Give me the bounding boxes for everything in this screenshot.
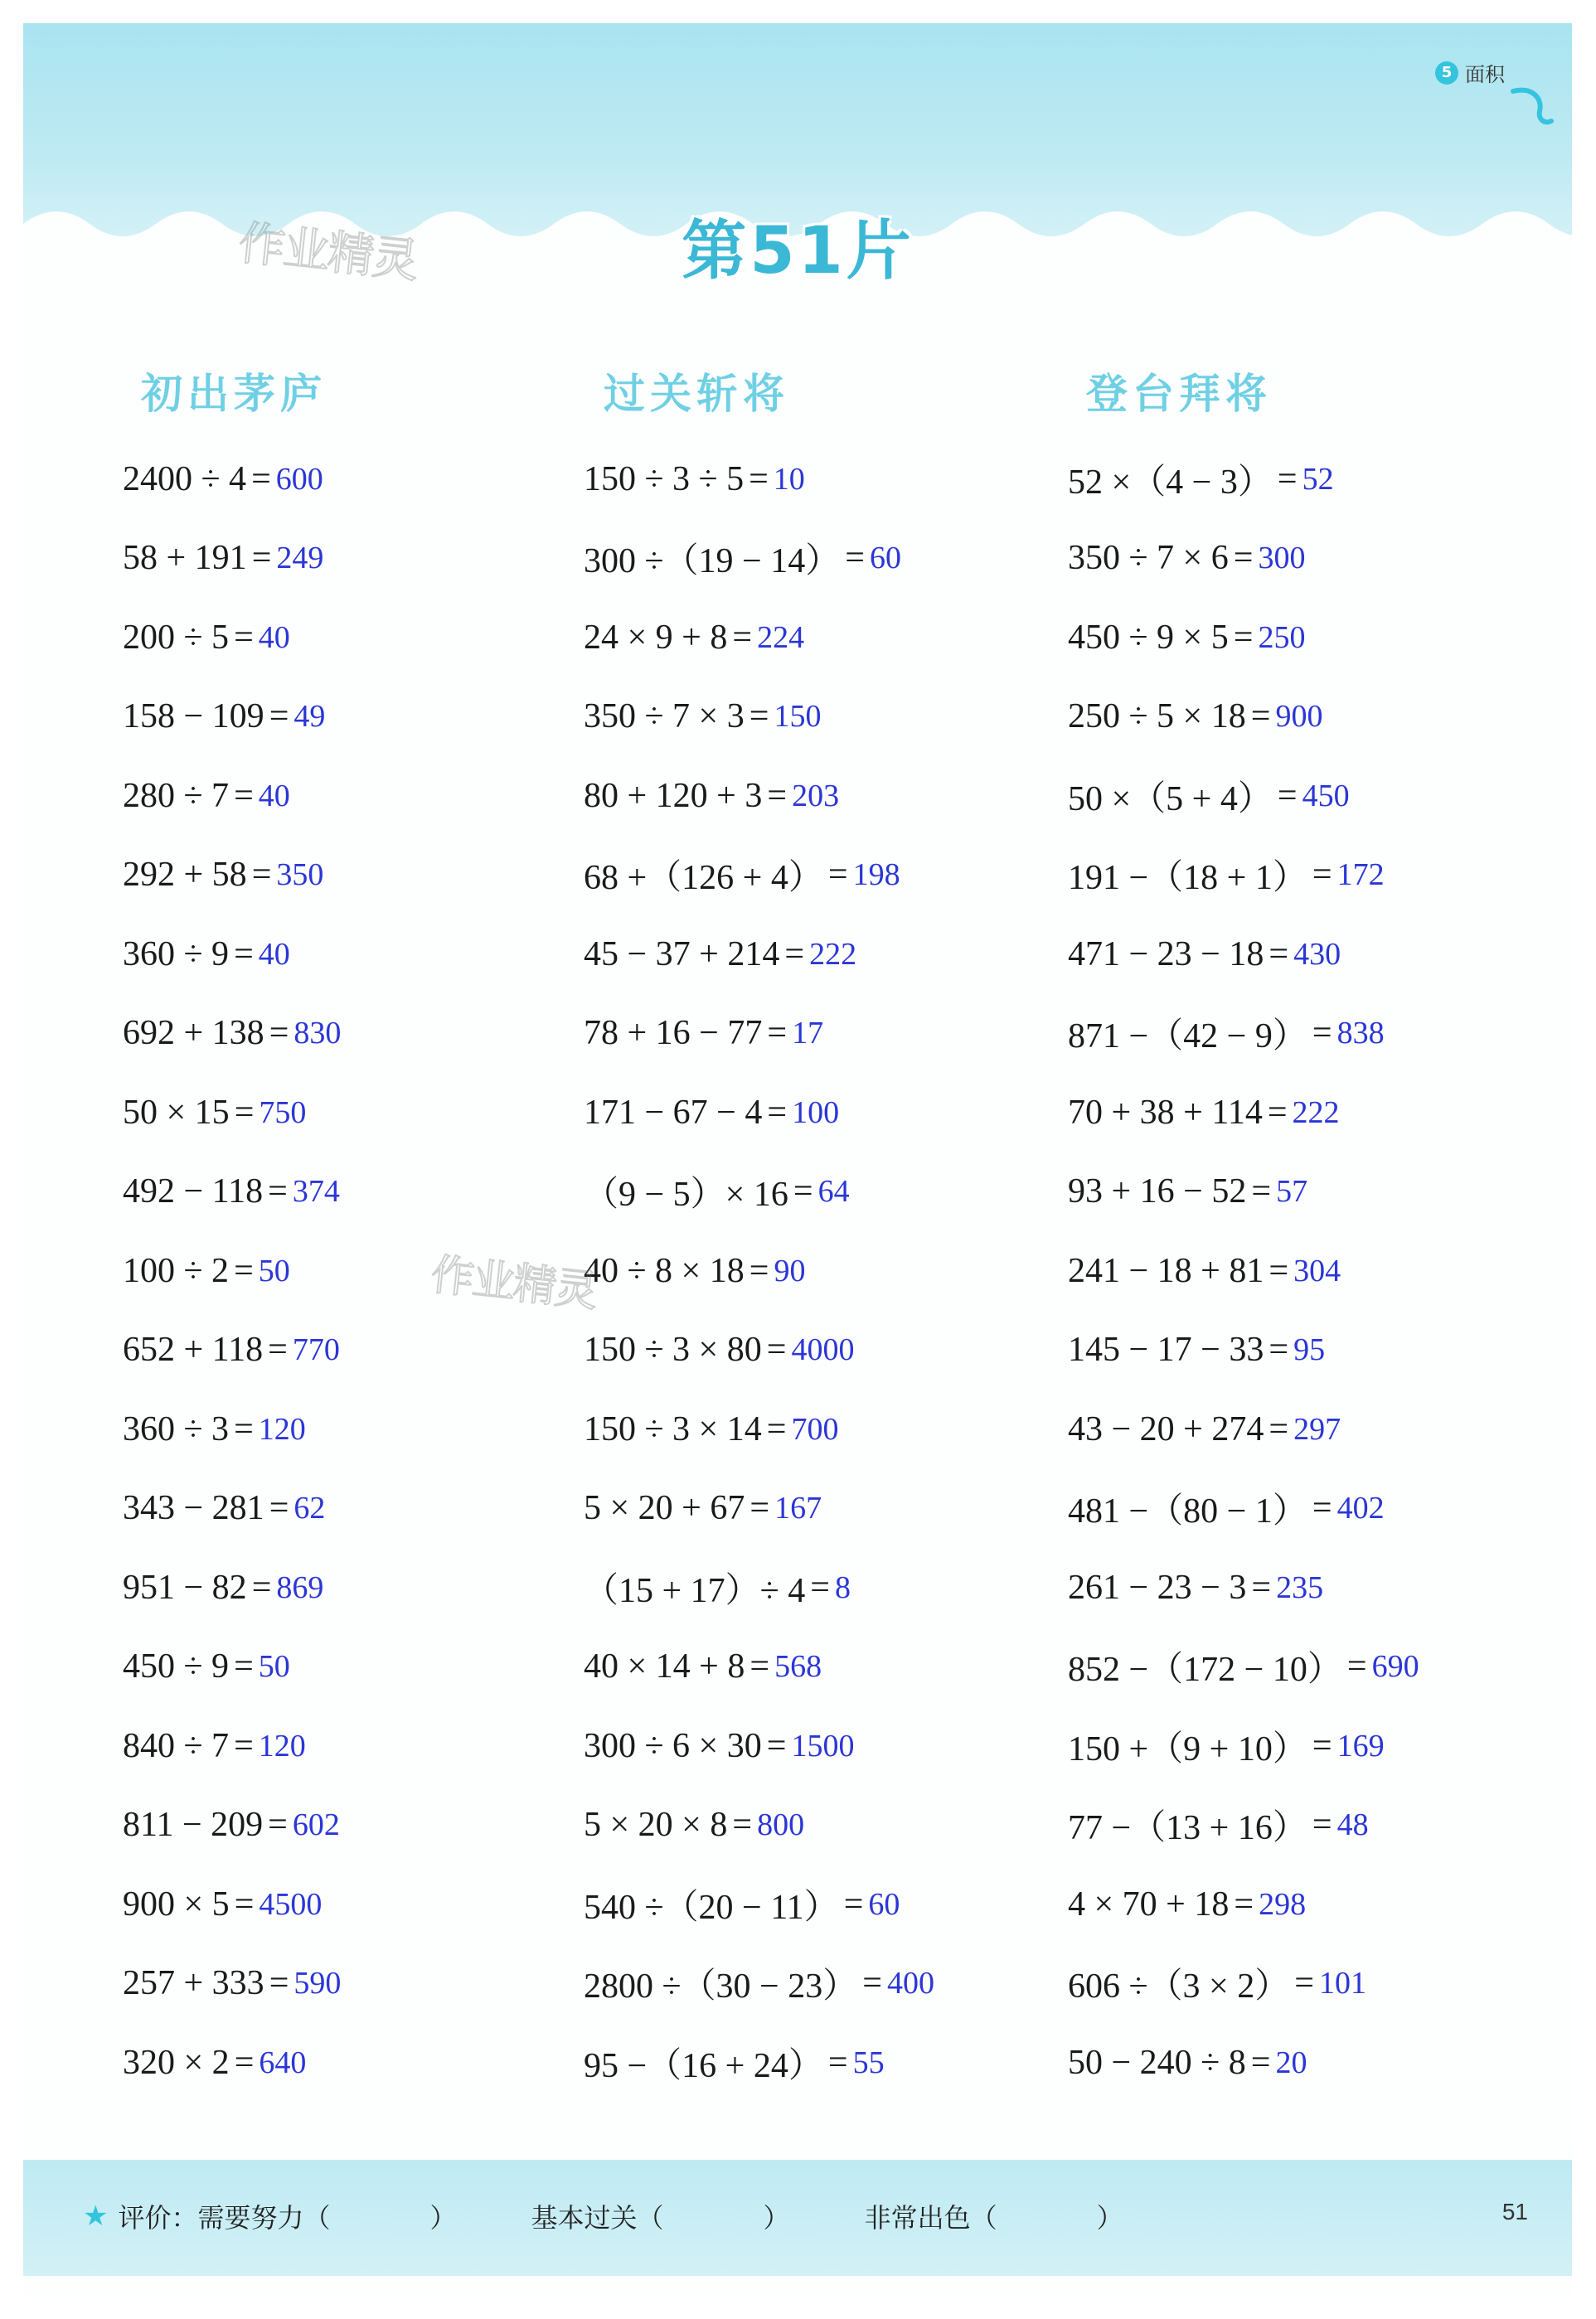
handwritten-answer: 60 <box>869 541 901 576</box>
problem-row <box>584 1944 934 2024</box>
problem-expression: 158 − 109 <box>123 697 264 736</box>
problem-row <box>584 519 934 599</box>
problem-expression: 951 − 82 <box>123 1568 247 1607</box>
equals-sign: = <box>766 1331 787 1370</box>
problem-column-2 <box>584 439 934 2103</box>
problem-expression: 450 ÷ 9 <box>123 1647 230 1686</box>
problem-expression: 70 + 38 + 114 <box>1068 1093 1263 1132</box>
handwritten-answer: 374 <box>292 1174 340 1210</box>
problem-row <box>123 994 341 1074</box>
equals-sign: = <box>749 459 769 498</box>
equals-sign: = <box>234 1251 254 1290</box>
problem-expression: 50 ×（5 + 4） <box>1068 779 1273 818</box>
problem-expression: 200 ÷ 5 <box>123 618 230 657</box>
equals-sign: = <box>251 856 272 895</box>
evaluation-label: 评价： <box>118 2202 198 2234</box>
equals-sign: = <box>767 1093 788 1132</box>
equals-sign: = <box>234 1885 255 1924</box>
handwritten-answer: 95 <box>1293 1332 1326 1368</box>
handwritten-answer: 120 <box>258 1728 306 1764</box>
problem-row <box>1068 1073 1419 1152</box>
problem-expression: 5 × 20 + 67 <box>584 1489 745 1528</box>
equals-sign: = <box>827 856 848 895</box>
handwritten-answer: 690 <box>1371 1649 1419 1685</box>
problem-row <box>123 915 341 994</box>
handwritten-answer: 40 <box>258 778 290 813</box>
problem-row <box>1068 598 1419 677</box>
handwritten-answer: 450 <box>1302 778 1350 813</box>
equals-sign: = <box>268 1172 288 1211</box>
problem-expression: 871 −（42 − 9） <box>1068 1017 1307 1056</box>
handwritten-answer: 250 <box>1258 619 1306 655</box>
problem-row <box>584 677 934 757</box>
problem-expression: 250 ÷ 5 × 18 <box>1068 697 1246 736</box>
handwritten-answer: 750 <box>259 1094 307 1130</box>
handwritten-answer: 602 <box>292 1807 340 1843</box>
equals-sign: = <box>862 1964 882 2003</box>
problem-row <box>123 598 341 677</box>
problem-row <box>584 439 934 519</box>
problem-expression: 257 + 333 <box>123 1964 264 2003</box>
problem-expression: 58 + 191 <box>123 539 247 578</box>
handwritten-answer: 869 <box>276 1569 324 1605</box>
problem-row <box>1068 1548 1419 1628</box>
problem-expression: 150 +（9 + 10） <box>1068 1730 1307 1768</box>
problem-expression: 900 × 5 <box>123 1885 230 1924</box>
problem-row <box>584 1469 934 1549</box>
problem-expression: 350 ÷ 7 × 3 <box>584 697 745 736</box>
problem-expression: 4 × 70 + 18 <box>1068 1885 1230 1924</box>
equals-sign: = <box>1233 618 1254 657</box>
handwritten-answer: 64 <box>817 1174 850 1210</box>
problem-expression: 450 ÷ 9 × 5 <box>1068 618 1229 657</box>
equals-sign: = <box>269 1489 289 1528</box>
problem-row <box>584 1231 934 1311</box>
handwritten-answer: 235 <box>1276 1569 1324 1605</box>
problem-row <box>1068 756 1419 836</box>
handwritten-answer: 402 <box>1336 1491 1385 1526</box>
handwritten-answer: 150 <box>774 699 822 735</box>
handwritten-answer: 600 <box>275 461 323 497</box>
problem-row <box>123 519 341 599</box>
equals-sign: = <box>269 1964 289 2003</box>
equals-sign: = <box>251 539 272 578</box>
problem-row <box>123 836 341 915</box>
equals-sign: = <box>1251 1568 1272 1607</box>
problem-row <box>1068 1628 1419 1707</box>
equals-sign: = <box>732 618 753 657</box>
problem-row <box>1068 1944 1419 2024</box>
problem-row <box>123 1944 341 2024</box>
handwritten-answer: 222 <box>809 936 857 972</box>
problem-expression: 292 + 58 <box>123 856 247 895</box>
evaluation-footer <box>83 2197 1198 2235</box>
problem-expression: 171 − 67 − 4 <box>584 1093 763 1132</box>
handwritten-answer: 770 <box>292 1332 340 1368</box>
problem-row <box>1068 519 1419 599</box>
equals-sign: = <box>1250 2043 1271 2082</box>
handwritten-answer: 350 <box>276 857 324 893</box>
problem-row <box>584 598 934 677</box>
equals-sign: = <box>1312 856 1332 895</box>
problem-expression: （9 − 5）× 16 <box>584 1176 788 1215</box>
handwritten-answer: 800 <box>757 1807 805 1843</box>
equals-sign: = <box>234 2043 255 2082</box>
problem-expression: 45 − 37 + 214 <box>584 934 780 973</box>
equals-sign: = <box>793 1172 813 1211</box>
problem-expression: 343 − 281 <box>123 1489 264 1528</box>
page-number: 51 <box>1501 2199 1528 2224</box>
equals-sign: = <box>749 1489 770 1528</box>
problem-expression: 5 × 20 × 8 <box>584 1806 728 1845</box>
problem-expression: 350 ÷ 7 × 6 <box>1068 539 1229 578</box>
handwritten-answer: 430 <box>1293 936 1341 972</box>
column-heading-1: 初出茅庐 <box>141 370 327 418</box>
problem-expression: 280 ÷ 7 <box>123 776 230 815</box>
problem-expression: 492 − 118 <box>123 1172 264 1211</box>
equals-sign: = <box>843 1885 864 1924</box>
problem-expression: 40 ÷ 8 × 18 <box>584 1251 745 1290</box>
equals-sign: = <box>749 1647 770 1686</box>
handwritten-answer: 62 <box>293 1491 326 1526</box>
problem-row <box>1068 439 1419 519</box>
handwritten-answer: 640 <box>259 2045 307 2080</box>
problem-expression: 606 ÷（3 × 2） <box>1068 1967 1290 2006</box>
problem-row <box>123 1390 341 1469</box>
handwritten-answer: 20 <box>1275 2045 1307 2080</box>
handwritten-answer: 4500 <box>259 1886 323 1922</box>
equals-sign: = <box>251 1568 272 1607</box>
problem-expression: 150 ÷ 3 × 14 <box>584 1409 762 1448</box>
problem-row <box>123 756 341 836</box>
problem-row <box>123 1311 341 1390</box>
problem-row <box>123 1706 341 1786</box>
problem-row <box>1068 1311 1419 1390</box>
problem-row <box>1068 994 1419 1074</box>
equals-sign: = <box>251 459 271 498</box>
problem-expression: 150 ÷ 3 ÷ 5 <box>584 459 745 498</box>
problem-row <box>1068 1786 1419 1865</box>
equals-sign: = <box>732 1806 753 1845</box>
problem-expression: 80 + 120 + 3 <box>584 776 763 815</box>
problem-expression: 145 − 17 − 33 <box>1068 1331 1264 1370</box>
equals-sign: = <box>845 539 865 578</box>
handwritten-answer: 900 <box>1275 699 1323 735</box>
handwritten-answer: 298 <box>1259 1886 1307 1922</box>
handwritten-answer: 49 <box>293 699 326 735</box>
handwritten-answer: 4000 <box>791 1332 855 1368</box>
problem-expression: 68 +（126 + 4） <box>584 859 823 898</box>
problem-expression: 481 −（80 − 1） <box>1068 1492 1307 1531</box>
problem-row <box>123 1628 341 1707</box>
equals-sign: = <box>766 1726 787 1765</box>
handwritten-answer: 100 <box>792 1094 840 1130</box>
handwritten-answer: 700 <box>791 1411 839 1447</box>
equals-sign: = <box>749 697 769 736</box>
problem-row <box>1068 677 1419 757</box>
handwritten-answer: 300 <box>1258 541 1306 576</box>
equals-sign: = <box>1277 776 1298 815</box>
problem-row <box>1068 836 1419 915</box>
handwritten-answer: 297 <box>1293 1411 1341 1447</box>
problem-expression: 95 −（16 + 24） <box>584 2046 823 2085</box>
equals-sign: = <box>1269 1409 1289 1448</box>
problem-expression: 100 ÷ 2 <box>123 1251 230 1290</box>
equals-sign: = <box>1267 1093 1288 1132</box>
problem-row <box>1068 1231 1419 1311</box>
equals-sign: = <box>234 618 254 657</box>
problem-expression: 540 ÷（20 − 11） <box>584 1888 839 1927</box>
problem-expression: 50 × 15 <box>123 1093 230 1132</box>
equals-sign: = <box>268 1331 288 1370</box>
handwritten-answer: 838 <box>1336 1016 1385 1051</box>
equals-sign: = <box>269 1014 289 1053</box>
handwritten-answer: 101 <box>1318 1966 1366 2001</box>
problem-row <box>584 2023 934 2103</box>
equals-sign: = <box>1346 1647 1367 1686</box>
problem-row <box>123 1469 341 1549</box>
problem-row <box>1068 1706 1419 1786</box>
star-icon: ★ <box>83 2200 109 2233</box>
handwritten-answer: 120 <box>258 1411 306 1447</box>
problem-expression: 852 −（172 − 10） <box>1068 1651 1342 1690</box>
problem-row <box>584 1311 934 1390</box>
handwritten-answer: 10 <box>773 461 805 497</box>
problem-expression: 811 − 209 <box>123 1806 264 1845</box>
problem-row <box>123 677 341 757</box>
problem-expression: 320 × 2 <box>123 2043 230 2082</box>
equals-sign: = <box>268 1806 288 1845</box>
equals-sign: = <box>1233 539 1254 578</box>
equals-sign: = <box>1269 934 1289 973</box>
equals-sign: = <box>1277 459 1298 498</box>
rating-excellent: 非常出色（ ） <box>864 2202 1123 2234</box>
handwritten-answer: 167 <box>774 1491 822 1526</box>
problem-row <box>584 1628 934 1707</box>
problem-expression: 300 ÷ 6 × 30 <box>584 1726 762 1765</box>
problem-row <box>584 915 934 994</box>
problem-expression: 24 × 9 + 8 <box>584 618 728 657</box>
handwritten-answer: 50 <box>258 1253 290 1288</box>
equals-sign: = <box>234 1409 254 1448</box>
equals-sign: = <box>810 1568 830 1607</box>
problem-expression: 191 −（18 + 1） <box>1068 859 1307 898</box>
equals-sign: = <box>784 934 805 973</box>
chapter-label: 面积 <box>1465 63 1505 86</box>
problem-row <box>123 1073 341 1152</box>
problem-expression: 78 + 16 − 77 <box>584 1014 763 1053</box>
equals-sign: = <box>234 1093 255 1132</box>
watermark: 作业精灵 <box>235 216 420 289</box>
problem-expression: 93 + 16 − 52 <box>1068 1172 1247 1211</box>
handwritten-answer: 1500 <box>791 1728 855 1764</box>
problem-expression: 360 ÷ 9 <box>123 934 230 973</box>
problem-row <box>584 1786 934 1865</box>
chapter-number-badge: 5 <box>1435 61 1458 85</box>
handwritten-answer: 40 <box>258 936 290 972</box>
handwritten-answer: 172 <box>1336 857 1385 893</box>
problem-row <box>1068 1865 1419 1944</box>
problem-expression: 471 − 23 − 18 <box>1068 934 1264 973</box>
handwritten-answer: 224 <box>757 619 805 655</box>
handwritten-answer: 48 <box>1336 1807 1369 1843</box>
equals-sign: = <box>766 1409 787 1448</box>
problem-expression: 261 − 23 − 3 <box>1068 1568 1247 1607</box>
problem-row <box>123 2023 341 2103</box>
problem-expression: 840 ÷ 7 <box>123 1726 230 1765</box>
chapter-tag <box>1435 58 1505 87</box>
column-heading-3: 登台拜将 <box>1086 370 1272 418</box>
problem-expression: 652 + 118 <box>123 1331 264 1370</box>
problem-row <box>123 1865 341 1944</box>
equals-sign: = <box>1250 697 1271 736</box>
equals-sign: = <box>1234 1885 1254 1924</box>
problem-expression: 241 − 18 + 81 <box>1068 1251 1264 1290</box>
problem-expression: 2800 ÷（30 − 23） <box>584 1967 858 2006</box>
problem-expression: 692 + 138 <box>123 1014 264 1053</box>
handwritten-answer: 40 <box>258 619 290 655</box>
handwritten-answer: 90 <box>774 1253 806 1288</box>
handwritten-answer: 400 <box>886 1966 934 2001</box>
problem-expression: 43 − 20 + 274 <box>1068 1409 1264 1448</box>
column-heading-2: 过关斩将 <box>604 370 789 418</box>
handwritten-answer: 198 <box>852 857 900 893</box>
handwritten-answer: 222 <box>1292 1094 1340 1130</box>
page-title: 第51片 <box>682 214 914 289</box>
problem-row <box>584 1865 934 1944</box>
equals-sign: = <box>767 1014 788 1053</box>
equals-sign: = <box>1269 1331 1289 1370</box>
handwritten-answer: 55 <box>852 2045 885 2080</box>
problem-expression: 50 − 240 ÷ 8 <box>1068 2043 1246 2082</box>
problem-row <box>123 1548 341 1628</box>
problem-row <box>584 1548 934 1628</box>
problem-row <box>584 1390 934 1469</box>
watermark-mid: 作业精灵 <box>428 1249 599 1317</box>
handwritten-answer: 50 <box>258 1649 290 1685</box>
handwritten-answer: 169 <box>1336 1728 1385 1764</box>
equals-sign: = <box>269 697 289 736</box>
equals-sign: = <box>1312 1489 1332 1528</box>
equals-sign: = <box>1312 1806 1332 1845</box>
problem-row <box>584 1073 934 1152</box>
problem-expression: 52 ×（4 − 3） <box>1068 463 1273 502</box>
handwritten-answer: 52 <box>1302 461 1334 497</box>
handwritten-answer: 203 <box>792 778 840 813</box>
problem-column-3 <box>1068 439 1419 2103</box>
problem-expression: 2400 ÷ 4 <box>123 459 247 498</box>
problem-row <box>123 439 341 519</box>
problem-expression: 360 ÷ 3 <box>123 1409 230 1448</box>
problem-row <box>123 1152 341 1232</box>
problem-expression: 40 × 14 + 8 <box>584 1647 745 1686</box>
equals-sign: = <box>234 1647 254 1686</box>
equals-sign: = <box>1251 1172 1272 1211</box>
handwritten-answer: 568 <box>774 1649 822 1685</box>
equals-sign: = <box>827 2043 848 2082</box>
handwritten-answer: 8 <box>834 1569 851 1605</box>
equals-sign: = <box>749 1251 769 1290</box>
handwritten-answer: 590 <box>293 1966 342 2001</box>
problem-row <box>584 756 934 836</box>
swirl-icon <box>1506 83 1556 133</box>
problem-row <box>584 1706 934 1786</box>
problem-expression: 77 −（13 + 16） <box>1068 1809 1307 1848</box>
problem-expression: 300 ÷（19 − 14） <box>584 542 841 581</box>
rating-needs-effort: 需要努力（ ） <box>197 2202 457 2234</box>
problem-row <box>1068 915 1419 994</box>
problem-row <box>1068 1469 1419 1549</box>
problem-row <box>584 836 934 915</box>
problem-expression: 150 ÷ 3 × 80 <box>584 1331 762 1370</box>
equals-sign: = <box>234 934 254 973</box>
equals-sign: = <box>1312 1014 1332 1053</box>
problem-row <box>584 994 934 1074</box>
problem-column-1 <box>123 439 341 2103</box>
equals-sign: = <box>767 776 788 815</box>
equals-sign: = <box>1312 1726 1332 1765</box>
handwritten-answer: 249 <box>276 541 324 576</box>
handwritten-answer: 57 <box>1276 1174 1308 1210</box>
handwritten-answer: 304 <box>1293 1253 1341 1288</box>
problem-expression: （15 + 17）÷ 4 <box>584 1571 806 1610</box>
problem-row <box>584 1152 934 1232</box>
problem-row <box>1068 2023 1419 2103</box>
handwritten-answer: 830 <box>293 1016 342 1051</box>
handwritten-answer: 60 <box>868 1886 900 1922</box>
equals-sign: = <box>234 776 254 815</box>
handwritten-answer: 17 <box>792 1016 824 1051</box>
equals-sign: = <box>234 1726 254 1765</box>
equals-sign: = <box>1294 1964 1314 2003</box>
problem-row <box>123 1786 341 1865</box>
problem-row <box>1068 1390 1419 1469</box>
problem-row <box>123 1231 341 1311</box>
rating-basic-pass: 基本过关（ ） <box>531 2202 790 2234</box>
problem-row <box>1068 1152 1419 1232</box>
equals-sign: = <box>1269 1251 1289 1290</box>
